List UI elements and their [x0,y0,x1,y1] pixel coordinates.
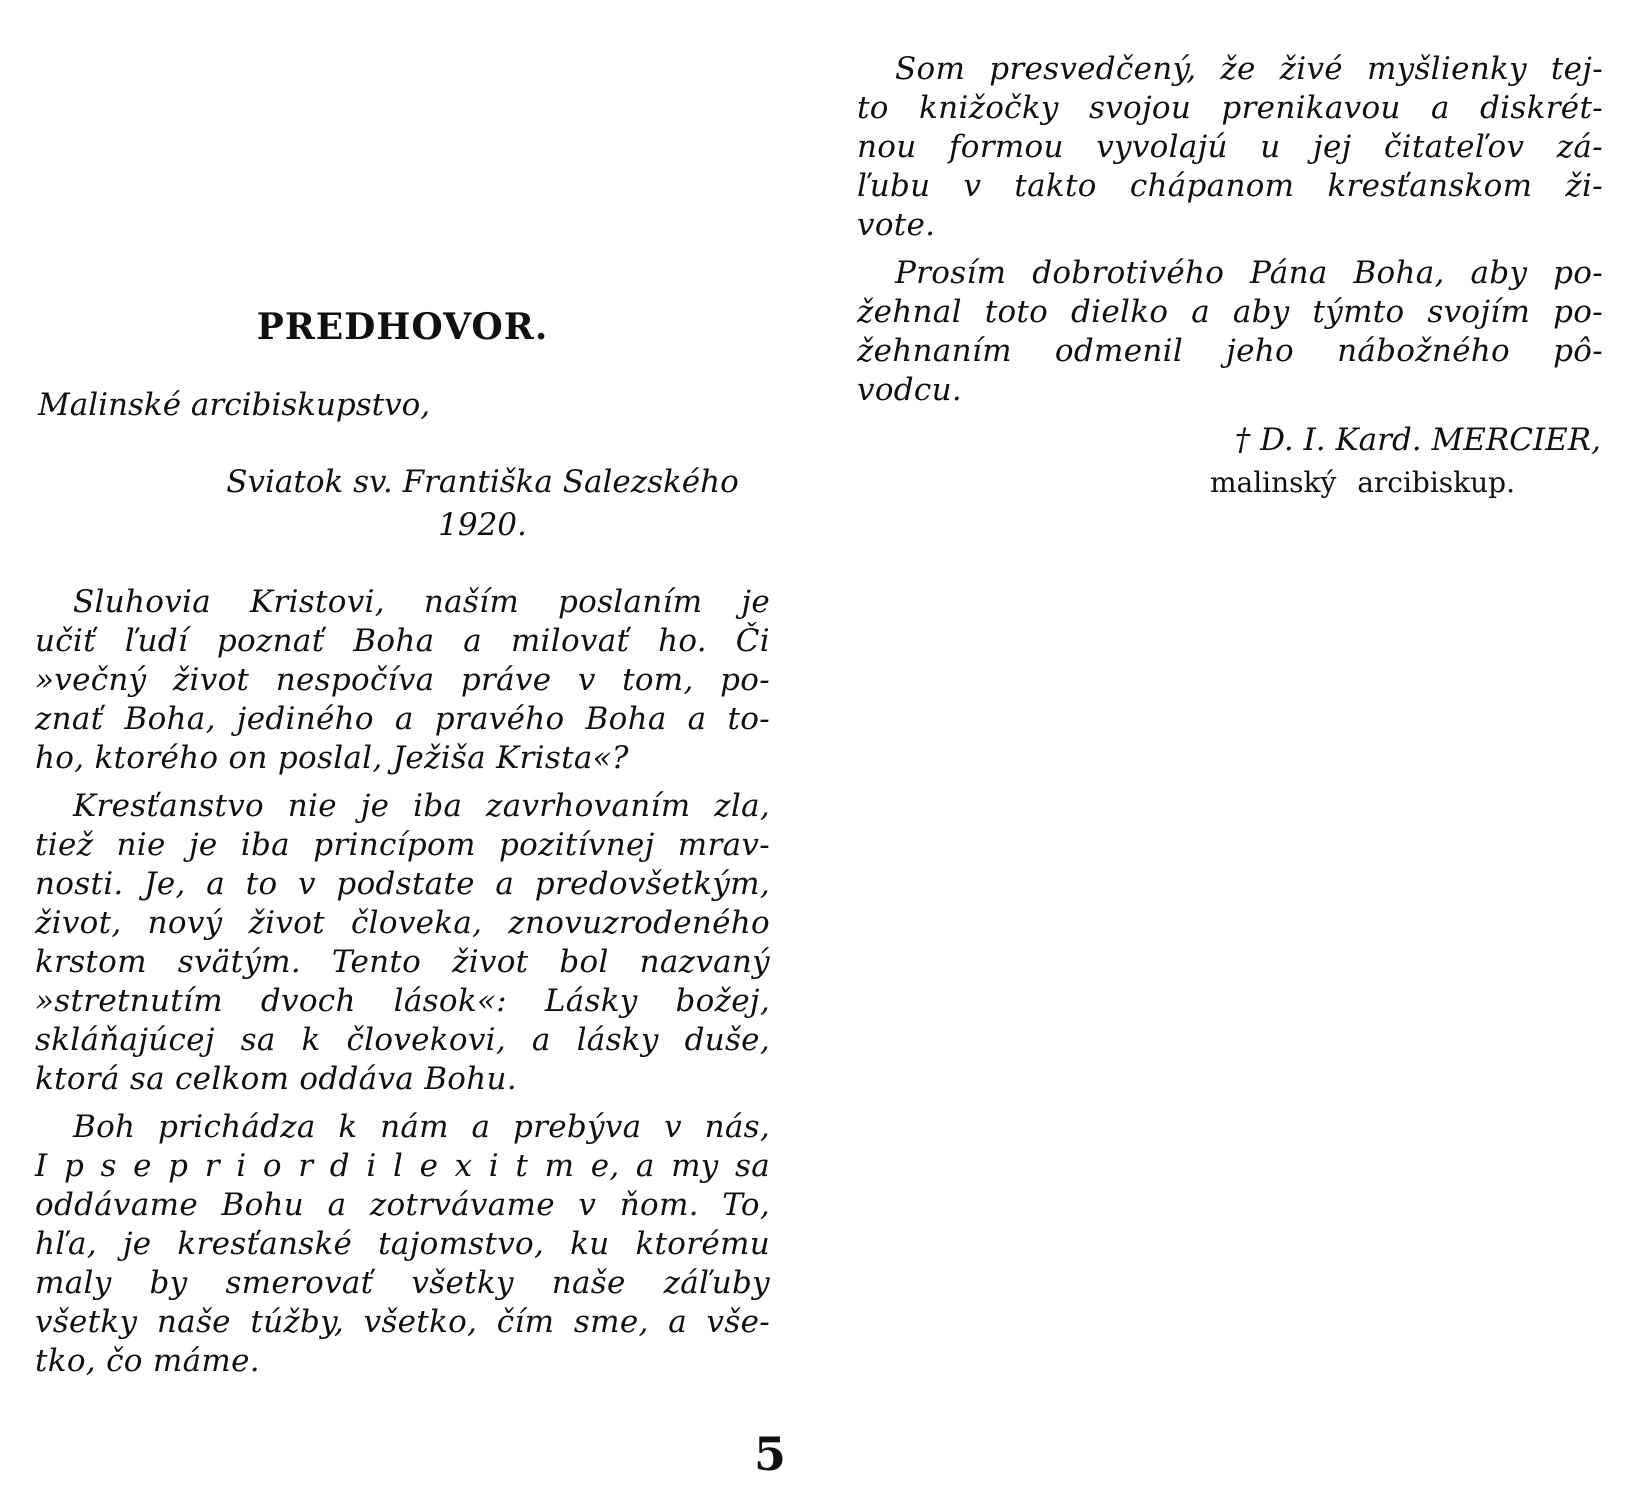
text-line: Boh prichádza k nám a prebýva v nás, [73,1109,770,1145]
text-line: krstom svätým. Tento život bol nazvaný [35,944,770,980]
text-line: Kresťanstvo nie je iba zavrhovaním zla, [73,788,770,824]
dateline-feast: Sviatok sv. Františka Salezského [226,464,739,500]
text-line: tiež nie je iba princípom pozitívnej mrav- [35,827,770,863]
signature-name: † D. I. Kard. MERCIER, [1234,422,1601,458]
text-line: Sluhovia Kristovi, naším poslaním je [73,584,770,620]
text-line: skláňajúcej sa k človekovi, a lásky duše, [35,1022,770,1058]
text-line: »stretnutím dvoch lások«: Lásky božej, [35,983,770,1019]
dateline-place: Malinské arcibiskupstvo, [38,387,431,423]
text-line: znať Boha, jediného a pravého Boha a to- [35,701,770,737]
signature-title: malinský arcibiskup. [1209,466,1515,499]
page-number: 5 [753,1427,786,1481]
dateline-date [195,461,770,547]
text-line: vodcu. [857,372,963,408]
paragraph [857,254,1603,410]
left-column [35,0,770,1500]
text-line: ľubu v takto chápanom kresťanskom ži- [857,168,1603,204]
paragraph [35,1108,770,1381]
paragraph [35,583,770,778]
left-body-text [35,583,770,1390]
text-line: tko, čo máme. [35,1343,260,1379]
text-line: ktorá sa celkom oddáva Bohu. [35,1061,517,1097]
text-line: vote. [857,207,936,243]
text-line: nou formou vyvolajú u jej čitateľov zá- [857,129,1603,165]
paragraph [35,787,770,1099]
text-line: I p s e p r i o r d i l e x i t m e, a my sa [35,1148,770,1184]
text-line: Prosím dobrotivého Pána Boha, aby po- [895,255,1603,291]
text-line: hľa, je kresťanské tajomstvo, ku ktorému [35,1226,770,1262]
text-line: maly by smerovať všetky naše záľuby [35,1265,770,1301]
text-line: žehnal toto dielko a aby týmto svojím po- [857,294,1603,330]
text-line: život, nový život človeka, znovuzrodeného [35,905,770,941]
text-line: nosti. Je, a to v podstate a predovšetkým, [35,866,770,902]
text-line: »večný život nespočíva práve v tom, po- [35,662,770,698]
signature-block [857,421,1603,505]
page-title: PREDHOVOR. [256,306,549,348]
text-line: to knižočky svojou prenikavou a diskrét- [857,90,1603,126]
text-line: Som presvedčený, že živé myšlienky tej- [895,51,1603,87]
text-line: oddávame Bohu a zotrvávame v ňom. To, [35,1187,770,1223]
right-column [857,0,1603,1500]
text-line: učiť ľudí poznať Boha a milovať ho. Či [35,623,770,659]
dateline-year: 1920. [438,507,527,543]
text-line: žehnaním odmenil jeho nábožného pô- [857,333,1603,369]
text-line: všetky naše túžby, všetko, čím sme, a vše- [35,1304,770,1340]
right-body-text [857,50,1603,419]
paragraph [857,50,1603,245]
text-line: ho, ktorého on poslal, Ježiša Krista«? [35,740,629,776]
